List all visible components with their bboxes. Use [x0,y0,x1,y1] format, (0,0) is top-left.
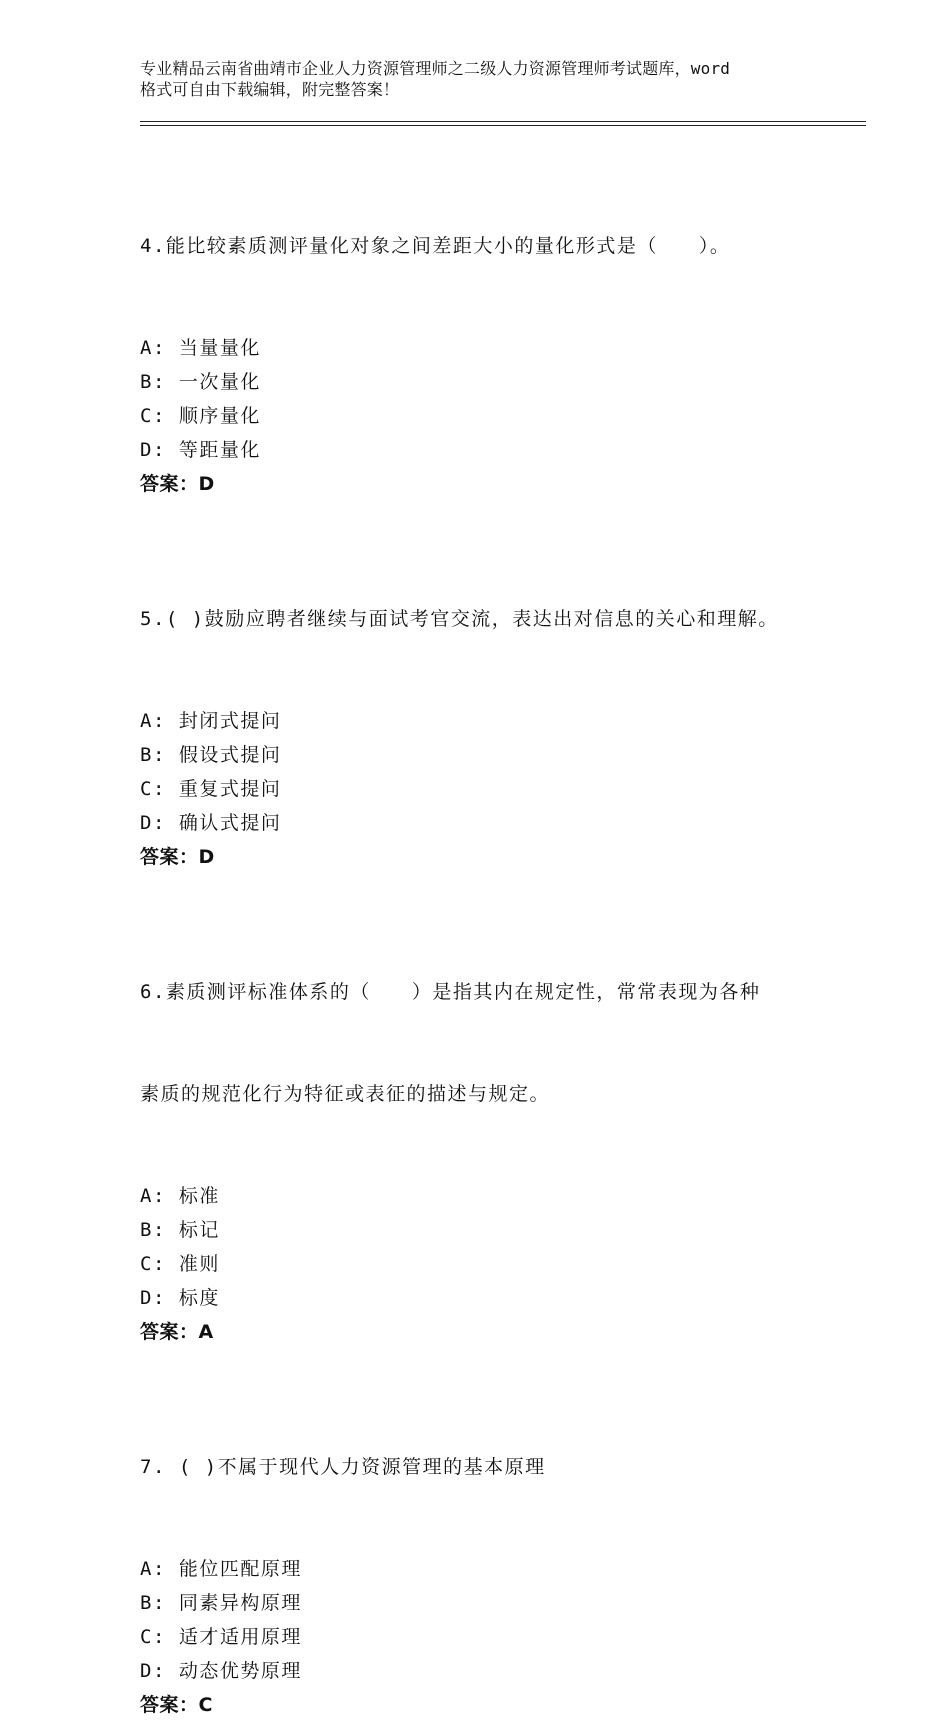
header-rule-bottom [140,125,866,126]
option-c: C: 适才适用原理 [140,1626,302,1648]
option-c: C: 顺序量化 [140,405,261,427]
answer-line: 答案：D [140,846,215,868]
option-b: B: 假设式提问 [140,744,282,766]
option-d: D: 等距量化 [140,439,261,461]
question-7 [140,1382,820,1722]
option-c: C: 准则 [140,1253,220,1275]
answer-line: 答案：A [140,1321,214,1343]
option-b: B: 标记 [140,1219,220,1241]
stem-line: 6.素质测评标准体系的（ ）是指其内在规定性，常常表现为各种 [140,981,761,1003]
question-stem [140,1382,820,1552]
header-line-2: 格式可自由下载编辑，附完整答案！ [140,80,400,99]
question-6 [140,907,820,1349]
option-a: A: 封闭式提问 [140,710,282,732]
question-stem [140,907,820,1179]
stem-line: 素质的规范化行为特征或表征的描述与规定。 [140,1083,551,1105]
option-d: D: 确认式提问 [140,812,282,834]
stem-line: 5.( )鼓励应聘者继续与面试考官交流，表达出对信息的关心和理解。 [140,608,779,630]
option-d: D: 标度 [140,1287,220,1309]
answer-line: 答案：C [140,1694,213,1716]
option-list [140,1552,820,1688]
option-b: B: 同素异构原理 [140,1592,302,1614]
option-a: A: 标准 [140,1185,220,1207]
stem-line: 4.能比较素质测评量化对象之间差距大小的量化形式是（ ）。 [140,235,731,257]
option-a: A: 当量量化 [140,337,261,359]
option-list [140,704,820,840]
question-5 [140,534,820,874]
option-a: A: 能位匹配原理 [140,1558,302,1580]
option-d: D: 动态优势原理 [140,1660,302,1682]
question-stem [140,534,820,704]
question-list [140,161,820,1722]
option-b: B: 一次量化 [140,371,261,393]
option-list [140,331,820,467]
question-stem [140,161,820,331]
option-c: C: 重复式提问 [140,778,282,800]
header-rule-top [140,121,866,122]
header-line-1: 专业精品云南省曲靖市企业人力资源管理师之二级人力资源管理师考试题库，word [140,59,731,78]
answer-line: 答案：D [140,473,215,495]
option-list [140,1179,820,1315]
document-header [140,58,840,100]
question-4 [140,161,820,501]
stem-line: 7. ( )不属于现代人力资源管理的基本原理 [140,1456,546,1478]
